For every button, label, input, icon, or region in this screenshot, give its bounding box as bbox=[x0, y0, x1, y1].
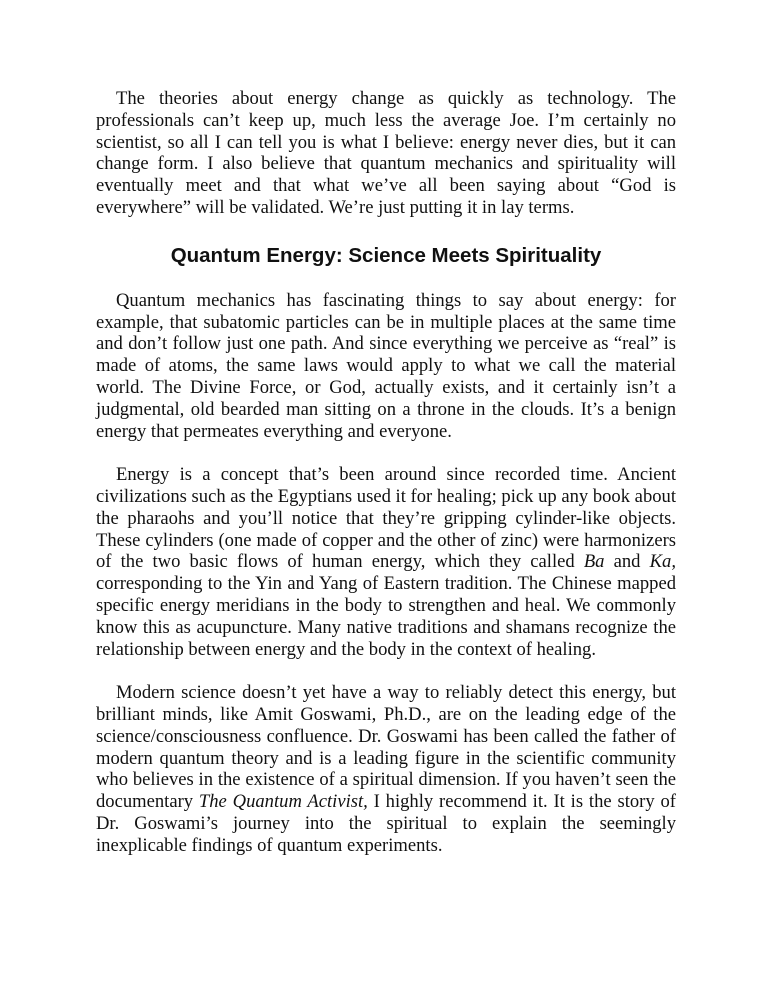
italic-term-ba: Ba bbox=[583, 551, 605, 573]
paragraph-text: and bbox=[604, 551, 650, 573]
section-heading: Quantum Energy: Science Meets Spirituality bbox=[170, 243, 602, 267]
document-page bbox=[96, 88, 676, 878]
paragraph-text: Energy is a concept that’s been around since recorded time. Ancient civilizations such as the Egyptians used it for healing; pick up any book about the pharaohs and you’ll notice that they’re gripping cylinder-like objects. These cylinders (one made of copper and the other of zinc) were harmonizers of the two basic flows of human energy, which they called bbox=[96, 464, 676, 573]
italic-term-ka: Ka, bbox=[649, 551, 676, 573]
paragraph-ancient-energy bbox=[96, 464, 676, 660]
italic-documentary-title: The Quantum Activist, bbox=[198, 791, 368, 813]
paragraph-text: corresponding to the Yin and Yang of Eastern tradition. The Chinese mapped specific energy meridians in the body to strengthen and heal. We commonly know this as acupuncture. Many native traditions and shamans recognize the relationship between energy and the body in the context of healing. bbox=[96, 573, 676, 660]
paragraph-text: Modern science doesn’t yet have a way to reliably detect this energy, but brilliant minds, like Amit Goswami, Ph.D., are on the leading edge of the science/consciousness confluence. Dr. Goswami has been called the father of modern quantum theory and is a leading figure in the scientific community who believes in the existence of a spiritual dimension. If you haven’t seen the documentary bbox=[96, 682, 676, 813]
paragraph-modern-science bbox=[96, 682, 676, 856]
paragraph-text: I highly recommend it. It is the story of Dr. Goswami’s journey into the spiritual to explain the seemingly inexplicable findings of quantum experiments. bbox=[96, 791, 677, 856]
paragraph-quantum-mechanics: Quantum mechanics has fascinating things to say about energy: for example, that subatomic particles can be in multiple places at the same time and don’t follow just one path. And since everything we perceive as “real” is made of atoms, the same laws would apply to what we call the material world. The Divine Force, or God, actually exists, and it certainly isn’t a judgmental, old bearded man sitting on a throne in the clouds. It’s a benign energy that permeates everything and everyone. bbox=[96, 289, 676, 442]
intro-paragraph: The theories about energy change as quickly as technology. The professionals can’t keep up, much less the average Joe. I’m certainly no scientist, so all I can tell you is what I believe: energy never dies, but it can change form. I also believe that quantum mechanics and spirituality will eventually meet and that what we’ve all been saying about “God is everywhere” will be validated. We’re just putting it in lay terms. bbox=[96, 88, 676, 218]
